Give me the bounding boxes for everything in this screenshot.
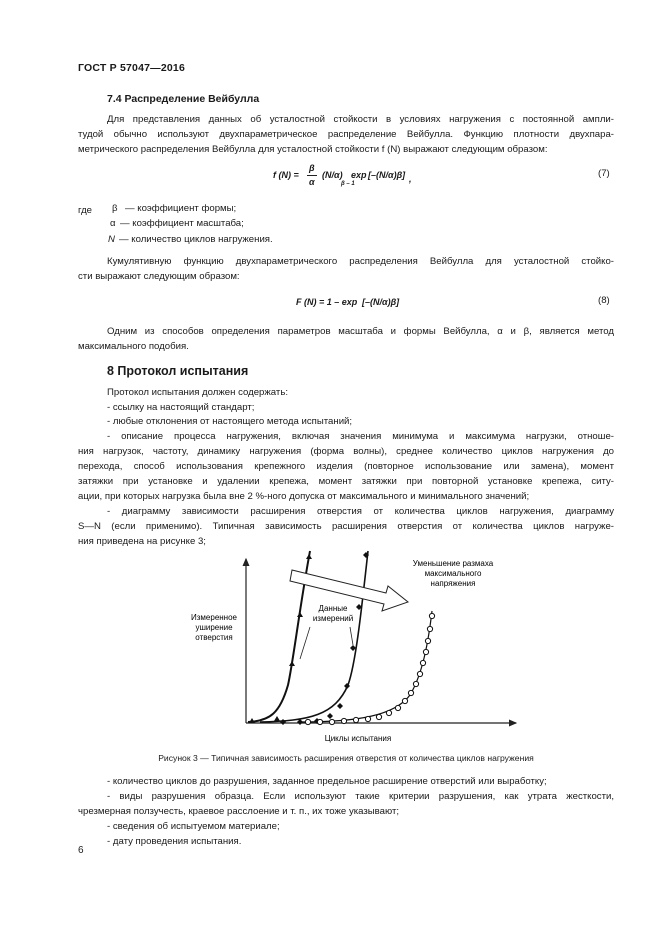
paragraph-line: Одним из способов определения параметров масштаба и формы Вейбулла, α и β, является метод <box>107 326 614 337</box>
y-axis-label-line2: уширение <box>195 623 233 632</box>
equation-7-number: (7) <box>598 168 610 179</box>
marker-triangle <box>274 716 280 721</box>
eq7-comma: , <box>409 174 412 184</box>
arrow-label-line2: максимального <box>424 569 482 578</box>
marker-circle <box>429 613 434 618</box>
data-label-line1: Данные <box>318 604 348 613</box>
document-header: ГОСТ Р 57047—2016 <box>78 62 186 74</box>
list-line: - дату проведения испытания. <box>107 836 242 847</box>
marker-circle <box>317 719 322 724</box>
figure-3-diagram <box>160 545 540 745</box>
marker-circle <box>417 671 422 676</box>
marker-circle <box>395 705 400 710</box>
list-line: - виды разрушения образца. Если используют такие критерии разрушения, как утрата жесткости, <box>107 791 614 802</box>
def-n-sym: N <box>108 234 115 245</box>
eq7-frac-num: β <box>309 163 315 173</box>
marker-diamond <box>337 703 343 709</box>
page-number: 6 <box>78 845 84 856</box>
list-line: - ссылку на настоящий стандарт; <box>107 402 255 413</box>
marker-circle <box>329 719 334 724</box>
def-beta-sym: β <box>112 203 118 214</box>
marker-circle <box>425 638 430 643</box>
marker-circle <box>376 714 381 719</box>
marker-circle <box>408 690 413 695</box>
marker-circle <box>427 626 432 631</box>
stress-reduction-arrow <box>290 570 408 611</box>
where-label: где <box>78 205 93 216</box>
marker-circle <box>423 649 428 654</box>
data-label-line2: измерений <box>312 614 354 623</box>
paragraph-line: тудой обычно используют двухпараметрическое распределение Вейбулла. Функцию плотности двухпара- <box>78 129 614 140</box>
marker-circle <box>413 681 418 686</box>
list-line: ния приведена на рисунке 3; <box>78 536 206 547</box>
figure-caption: Рисунок 3 — Типичная зависимость расширения отверстия от количества циклов нагружения <box>158 753 534 763</box>
marker-circle <box>402 698 407 703</box>
marker-circle <box>386 710 391 715</box>
x-axis-label: Циклы испытания <box>324 734 392 743</box>
marker-circle <box>365 716 370 721</box>
list-line: - описание процесса нагружения, включая значения минимума и максимума нагрузки, отноше- <box>107 431 614 442</box>
marker-circle <box>353 717 358 722</box>
list-line: - количество циклов до разрушения, заданное предельное расширение отверстий или выработку; <box>107 776 547 787</box>
def-beta-text: — коэффициент формы; <box>125 203 237 214</box>
y-axis-label-line3: отверстия <box>195 633 233 642</box>
eq7-lhs: f (N) = <box>273 170 299 180</box>
paragraph-line: сти выражают следующим образом: <box>78 271 240 282</box>
def-alpha-sym: α <box>110 218 116 229</box>
circle-markers <box>305 613 434 724</box>
equation-8-number: (8) <box>598 295 610 306</box>
leader-line <box>300 627 310 659</box>
arrow-label-line1: Уменьшение размаха <box>412 559 494 568</box>
paragraph-line: метрического распределения Вейбулла для усталостной стойкости f (N) выражают следующим образом: <box>78 144 548 155</box>
list-line: - сведения об испытуемом материале; <box>107 821 280 832</box>
list-line: S—N (если применимо). Типичная зависимость расширения отверстия от количества циклов нагруже- <box>78 521 614 532</box>
list-line: - любые отклонения от настоящего метода испытаний; <box>107 416 353 427</box>
list-line: чрезмерная ползучесть, краевое расслоение и т. п., их тоже указывают; <box>78 806 400 817</box>
eq8-lhs: F (N) = 1 – exp <box>296 297 358 307</box>
list-line: - диаграмму зависимости расширения отверстия от количества циклов нагружения, диаграмму <box>107 506 614 517</box>
eq7-tail: [–(N/α)β] <box>368 170 406 180</box>
list-line: затяжки при установке и удалении крепежа, момент затяжки при повторной установке крепежа, ситу- <box>78 476 614 487</box>
eq7-frac-bar <box>307 175 317 176</box>
def-n-text: — количество циклов нагружения. <box>119 234 273 245</box>
section-8-title: 8 Протокол испытания <box>107 364 249 378</box>
marker-circle <box>420 660 425 665</box>
list-line: ния нагрузок, частоту, динамику нагружения (форма волны), среднее количество циклов нагружения до <box>78 446 614 457</box>
marker-circle <box>305 719 310 724</box>
list-line: перехода, способ использования крепежного изделия (повторное использование или замена), момент <box>78 461 614 472</box>
leader-line <box>350 627 353 645</box>
marker-triangle <box>289 661 295 666</box>
marker-triangle <box>306 554 312 559</box>
paragraph-line: Для представления данных об усталостной стойкости в условиях нагружения с постоянной ампли- <box>107 114 614 125</box>
marker-triangle <box>297 612 303 617</box>
marker-circle <box>341 718 346 723</box>
section-7-4-title: 7.4 Распределение Вейбулла <box>107 93 260 105</box>
y-axis-label-line1: Измеренное <box>191 613 237 622</box>
eq7-exp: exp <box>351 170 367 180</box>
eq7-paren: (N/α) <box>322 170 343 180</box>
list-line: Протокол испытания должен содержать: <box>107 387 288 398</box>
marker-diamond <box>327 713 333 719</box>
marker-diamond <box>280 719 286 725</box>
eq7-power: β – 1 <box>341 181 355 187</box>
curve-circles <box>300 611 432 722</box>
list-line: ации, при которых нагрузка была вне 2 %-ного допуска от максимального и минимального значений; <box>78 491 530 502</box>
eq8-body: [–(N/α)β] <box>362 297 400 307</box>
arrow-label-line3: напряжения <box>430 579 476 588</box>
def-alpha-text: — коэффициент масштаба; <box>120 218 244 229</box>
eq7-frac-den: α <box>309 177 315 187</box>
paragraph-line: Кумулятивную функцию двухпараметрического распределения Вейбулла для усталостной стойко- <box>107 256 614 267</box>
paragraph-line: максимального подобия. <box>78 341 189 352</box>
